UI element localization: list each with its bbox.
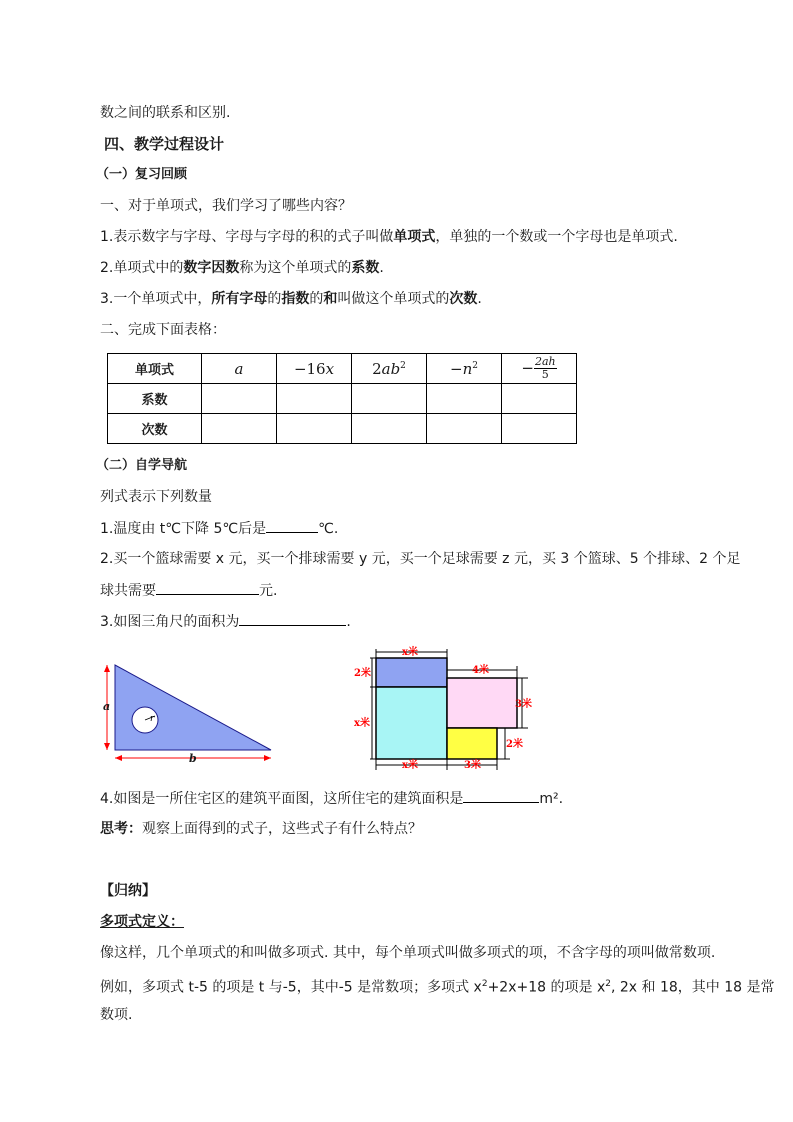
intro-tail: 数之间的联系和区别. [100, 105, 231, 121]
item-2-line-2: 球共需要 元. [100, 580, 277, 601]
task-intro: 列式表示下列数量 [100, 489, 212, 505]
answer-cell[interactable] [352, 414, 427, 444]
monomial-cell: − $\frac{2ah}{5}$ [502, 354, 577, 384]
label-right-2: 2米 [506, 739, 523, 750]
table-row [108, 414, 577, 444]
item-3: 3.如图三角尺的面积为 . [100, 611, 351, 632]
example-text: 例如，多项式 t-5 的项是 t 与-5，其中-5 是常数项；多项式 $x^2+2x+18$ 的项是 $x^2$, 2x 和 18，其中 18 是常 [100, 979, 775, 996]
think-prompt: 思考：观察上面得到的式子，这些式子有什么特点？ [100, 821, 422, 837]
answer-cell[interactable] [202, 414, 277, 444]
subsection-self-study: （二）自学导航 [96, 458, 188, 473]
label-left-2: 2米 [354, 668, 371, 679]
para-monomial-def: 1.表示数字与字母、字母与字母的积的式子叫做单项式，单独的一个数或一个字母也是单项式. [100, 229, 678, 245]
monomial-table [107, 353, 577, 444]
answer-blank[interactable] [463, 788, 539, 803]
room-yellow [447, 728, 497, 759]
table-row [108, 384, 577, 414]
question-1: 一、对于单项式，我们学习了哪些内容？ [100, 198, 352, 214]
monomial-cell: −16x [277, 354, 352, 384]
triangle-ruler-figure [95, 655, 280, 770]
label-a: a [103, 700, 111, 713]
item-2-line-1: 2.买一个篮球需要 x 元，买一个排球需要 y 元，买一个足球需要 z 元，买 3 个篮球、5 个排球、2 个足 [100, 551, 741, 567]
floor-plan-figure [350, 642, 550, 772]
para-degree-def: 3.一个单项式中，所有字母的指数的和叫做这个单项式的次数. [100, 291, 482, 307]
answer-cell[interactable] [277, 384, 352, 414]
definition-text: 像这样，几个单项式的和叫做多项式. 其中，每个单项式叫做多项式的项，不含字母的项叫做常数项. [100, 945, 716, 961]
table-row [108, 354, 577, 384]
definition-title: 多项式定义： [100, 914, 184, 930]
label-r: r [150, 714, 155, 724]
answer-blank[interactable] [266, 518, 318, 533]
subsection-review: （一）复习回顾 [96, 167, 188, 182]
answer-cell[interactable] [502, 384, 577, 414]
answer-cell[interactable] [427, 384, 502, 414]
room-pink [447, 678, 517, 728]
answer-blank[interactable] [156, 580, 259, 595]
item-4: 4.如图是一所住宅区的建筑平面图，这所住宅的建筑面积是 m². [100, 788, 563, 809]
label-right-3: 3米 [515, 699, 532, 710]
triangle-shape [115, 665, 271, 750]
label-bottom-3: 3米 [464, 760, 481, 771]
label-4: 4米 [472, 665, 489, 676]
label-b: b [189, 752, 197, 765]
label-top-x: x米 [402, 647, 418, 658]
section-title: 四、教学过程设计 [104, 135, 225, 153]
label-bottom-x: x米 [402, 760, 418, 771]
answer-cell[interactable] [352, 384, 427, 414]
answer-cell[interactable] [502, 414, 577, 444]
answer-cell[interactable] [202, 384, 277, 414]
answer-blank[interactable] [239, 611, 346, 626]
room-blue [376, 658, 447, 687]
answer-cell[interactable] [427, 414, 502, 444]
label-left-x: x米 [354, 718, 370, 729]
para-coefficient-def: 2.单项式中的数字因数称为这个单项式的系数. [100, 260, 384, 276]
row-label-degree: 次数 [108, 414, 202, 444]
example-text-tail: 数项. [100, 1007, 133, 1023]
question-2: 二、完成下面表格： [100, 322, 226, 338]
row-label-coefficient: 系数 [108, 384, 202, 414]
room-cyan [376, 687, 447, 759]
monomial-cell: $-n^2$ [427, 354, 502, 384]
item-1: 1.温度由 t℃下降 5℃后是 ℃. [100, 518, 338, 539]
answer-cell[interactable] [277, 414, 352, 444]
monomial-cell: a [202, 354, 277, 384]
summary-heading: 【归纳】 [100, 883, 156, 899]
monomial-cell: $2ab^2$ [352, 354, 427, 384]
row-label-monomial: 单项式 [108, 354, 202, 384]
